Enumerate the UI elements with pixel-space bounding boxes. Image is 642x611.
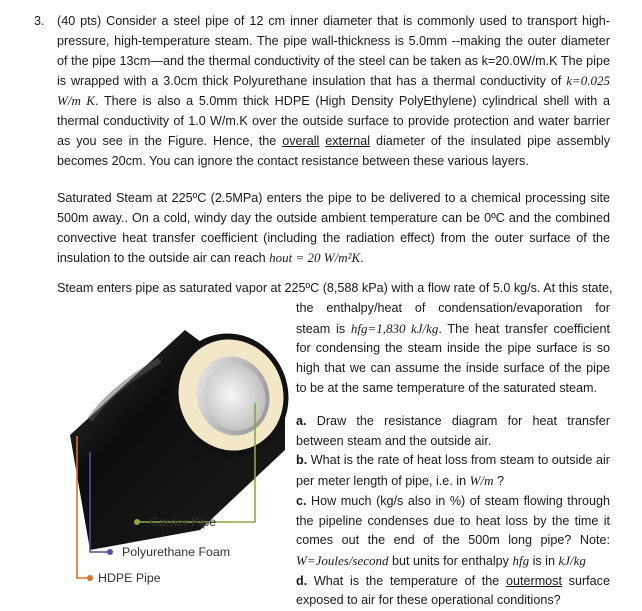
- part-d-underlined: outermost: [505, 573, 562, 588]
- hfg-formula: hfg=1,830 kJ/kg: [350, 320, 439, 336]
- foam-dot: [107, 549, 113, 555]
- part-a-text: Draw the resistance diagram for heat transfer between steam and the outside air.: [296, 414, 610, 448]
- part-c-text: How much (kg/s also in %) of steam flowing through the pipeline condenses due to heat loss by the time it comes out the end of the 500m long pipe? Note:: [296, 493, 610, 548]
- part-d-tail: surface exposed to air for these operational conditions?: [296, 573, 610, 608]
- part-d: [296, 572, 610, 611]
- points-label: (40 pts): [57, 14, 102, 28]
- part-a: [296, 412, 610, 451]
- h-out-formula: hout = 20 W/m²K: [269, 250, 361, 265]
- question-number: 3.: [34, 14, 45, 28]
- part-b-unit: W/m: [469, 473, 494, 489]
- legend-carrier-pipe: Carrier Pipe: [150, 515, 217, 529]
- part-d-text: What is the temperature of the: [307, 573, 506, 588]
- part-b-tail: ?: [493, 474, 504, 489]
- intro-text-3: diameter of the insulated pipe assembly becomes 20cm. You can ignore the contact resistance between these various layers.: [57, 134, 610, 168]
- pipe-figure: [50, 300, 290, 600]
- conditions-text-2: .: [360, 251, 364, 265]
- hdpe-dot: [87, 575, 93, 581]
- right-text-2: . The heat transfer coefficient for condensing the steam inside the pipe surface is so high that we can assume the inside surface of the pipe to be at the same temperature of the saturated steam.: [296, 321, 610, 395]
- intro-paragraph: [57, 11, 610, 171]
- conditions-text-1: Saturated Steam at 225ºC (2.5MPa) enters the pipe to be delivered to a chemical processing site 500m away.. On a cold, windy day the outside ambient temperature can be 0ºC and the combined convective heat transfer coefficient (including the radiation effect) from the outer surface of the insulation to the outside air can reach: [57, 191, 610, 265]
- underlined-external: external: [325, 134, 371, 148]
- part-b-label: b.: [296, 453, 308, 468]
- intro-text-1: Consider a steel pipe of 12 cm inner diameter that is commonly used to transport high-pressure, high-temperature steam. The pipe wall-thickness is 5.0mm --making the outer diameter of the pipe 13cm—and the thermal conductivity of the steel can be taken as k=20.0W/m.K The pipe is wrapped with a 3.0cm thick Polyurethane insulation that has a thermal conductivity of: [57, 14, 610, 88]
- part-c-math-2: hfg: [512, 552, 530, 568]
- conditions-paragraph: [57, 188, 610, 268]
- right-text-1: the enthalpy/heat of condensation/evaporation for steam is: [296, 301, 610, 336]
- part-d-label: d.: [296, 573, 308, 588]
- underlined-overall: overall: [282, 134, 320, 148]
- legend-hdpe-pipe: HDPE Pipe: [98, 571, 161, 585]
- part-c-label: c.: [296, 493, 307, 508]
- part-b-text: What is the rate of heat loss from steam to outside air per meter length of pipe, i.e. in: [296, 453, 610, 489]
- question-parts: [296, 412, 610, 611]
- part-c-math-3: kJ/kg: [558, 552, 586, 568]
- right-column-text: [296, 299, 610, 399]
- part-c: [296, 492, 610, 572]
- flow-paragraph: Steam enters pipe as saturated vapor at 225ºC (8,588 kPa) with a flow rate of 5.0 kg/s. At this state,: [57, 281, 613, 295]
- part-c-mid-2: is in: [529, 553, 559, 568]
- carrier-pipe-dot: [134, 519, 140, 525]
- part-c-math-1: W=Joules/second: [296, 552, 389, 568]
- part-c-mid: but units for enthalpy: [388, 553, 513, 568]
- conductivity-formula: k=0.025 W/m K: [57, 73, 610, 108]
- part-b: [296, 451, 610, 491]
- intro-text-2: . There is also a 5.0mm thick HDPE (High Density PolyEthylene) cylindrical shell with a thermal conductivity of 1.0 W/m.K over the outside surface to provide protection and water barrier as you see in the Figure. Hence, the: [57, 94, 611, 148]
- part-a-label: a.: [296, 414, 307, 428]
- legend-polyurethane-foam: Polyurethane Foam: [122, 545, 231, 559]
